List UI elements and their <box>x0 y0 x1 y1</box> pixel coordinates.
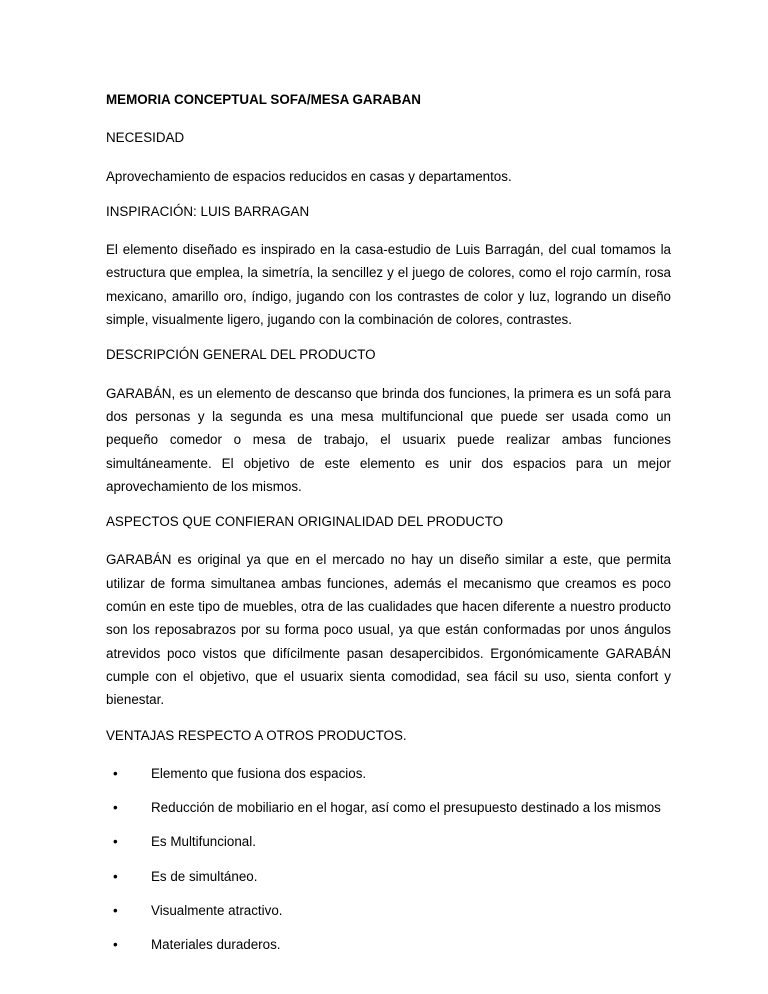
heading-originalidad: ASPECTOS QUE CONFIERAN ORIGINALIDAD DEL PRODUCTO <box>106 514 504 530</box>
list-item-text: Es de simultáneo. <box>151 868 258 884</box>
heading-descripcion: DESCRIPCIÓN GENERAL DEL PRODUCTO <box>106 347 376 363</box>
list-item <box>106 830 671 853</box>
list-item <box>106 899 671 922</box>
paragraph-originalidad: GARABÁN es original ya que en el mercado no hay un diseño similar a este, que permita utilizar de forma simultanea ambas funciones, además el mecanismo que creamos es poco común en este tipo de muebles, otra de las cualidades que hacen diferente a nuestro producto son los reposabrazos por su forma poco usual, ya que están conformadas por unos ángulos atrevidos poco vistos que difícilmente pasan desapercibidos. Ergonómicamente GARABÁN cumple con el objetivo, que el usuarix sienta comodidad, sea fácil su uso, sienta confort y bienestar. <box>106 552 671 708</box>
list-item <box>106 865 671 888</box>
heading-ventajas: VENTAJAS RESPECTO A OTROS PRODUCTOS. <box>106 727 407 743</box>
heading-necesidad: NECESIDAD <box>106 130 185 146</box>
paragraph-descripcion: GARABÁN, es un elemento de descanso que brinda dos funciones, la primera es un sofá para dos personas y la segunda es una mesa multifuncional que puede ser usada como un pequeño comedor o mesa de trabajo, el usuarix puede realizar ambas funciones simultáneamente. El objetivo de este elemento es unir dos espacios para un mejor aprovechamiento de los mismos. <box>106 385 671 494</box>
list-item <box>106 796 671 819</box>
bullet-icon: • <box>113 834 118 850</box>
list-item-text: Elemento que fusiona dos espacios. <box>151 765 367 781</box>
list-item-text: Materiales duraderos. <box>151 937 281 953</box>
bullet-icon: • <box>113 800 118 816</box>
list-item-text: Visualmente atractivo. <box>151 903 283 919</box>
bullet-icon: • <box>113 903 118 919</box>
list-item-text: Es Multifuncional. <box>151 834 256 850</box>
ventajas-list <box>106 762 671 957</box>
document-page <box>106 88 671 968</box>
list-item <box>106 762 671 785</box>
list-item <box>106 933 671 956</box>
heading-inspiracion: INSPIRACIÓN: LUIS BARRAGAN <box>106 203 310 219</box>
paragraph-necesidad: Aprovechamiento de espacios reducidos en casas y departamentos. <box>106 168 512 184</box>
paragraph-inspiracion: El elemento diseñado es inspirado en la casa-estudio de Luis Barragán, del cual tomamos la estructura que emplea, la simetría, la sencillez y el juego de colores, como el rojo carmín, rosa mexicano, amarillo oro, índigo, jugando con los contrastes de color y luz, logrando un diseño simple, visualmente ligero, jugando con la combinación de colores, contrastes. <box>106 242 671 328</box>
document-title: MEMORIA CONCEPTUAL SOFA/MESA GARABAN <box>106 92 421 107</box>
bullet-icon: • <box>113 765 118 781</box>
bullet-icon: • <box>113 868 118 884</box>
list-item-text: Reducción de mobiliario en el hogar, así como el presupuesto destinado a los mismos <box>151 800 661 816</box>
bullet-icon: • <box>113 937 118 953</box>
